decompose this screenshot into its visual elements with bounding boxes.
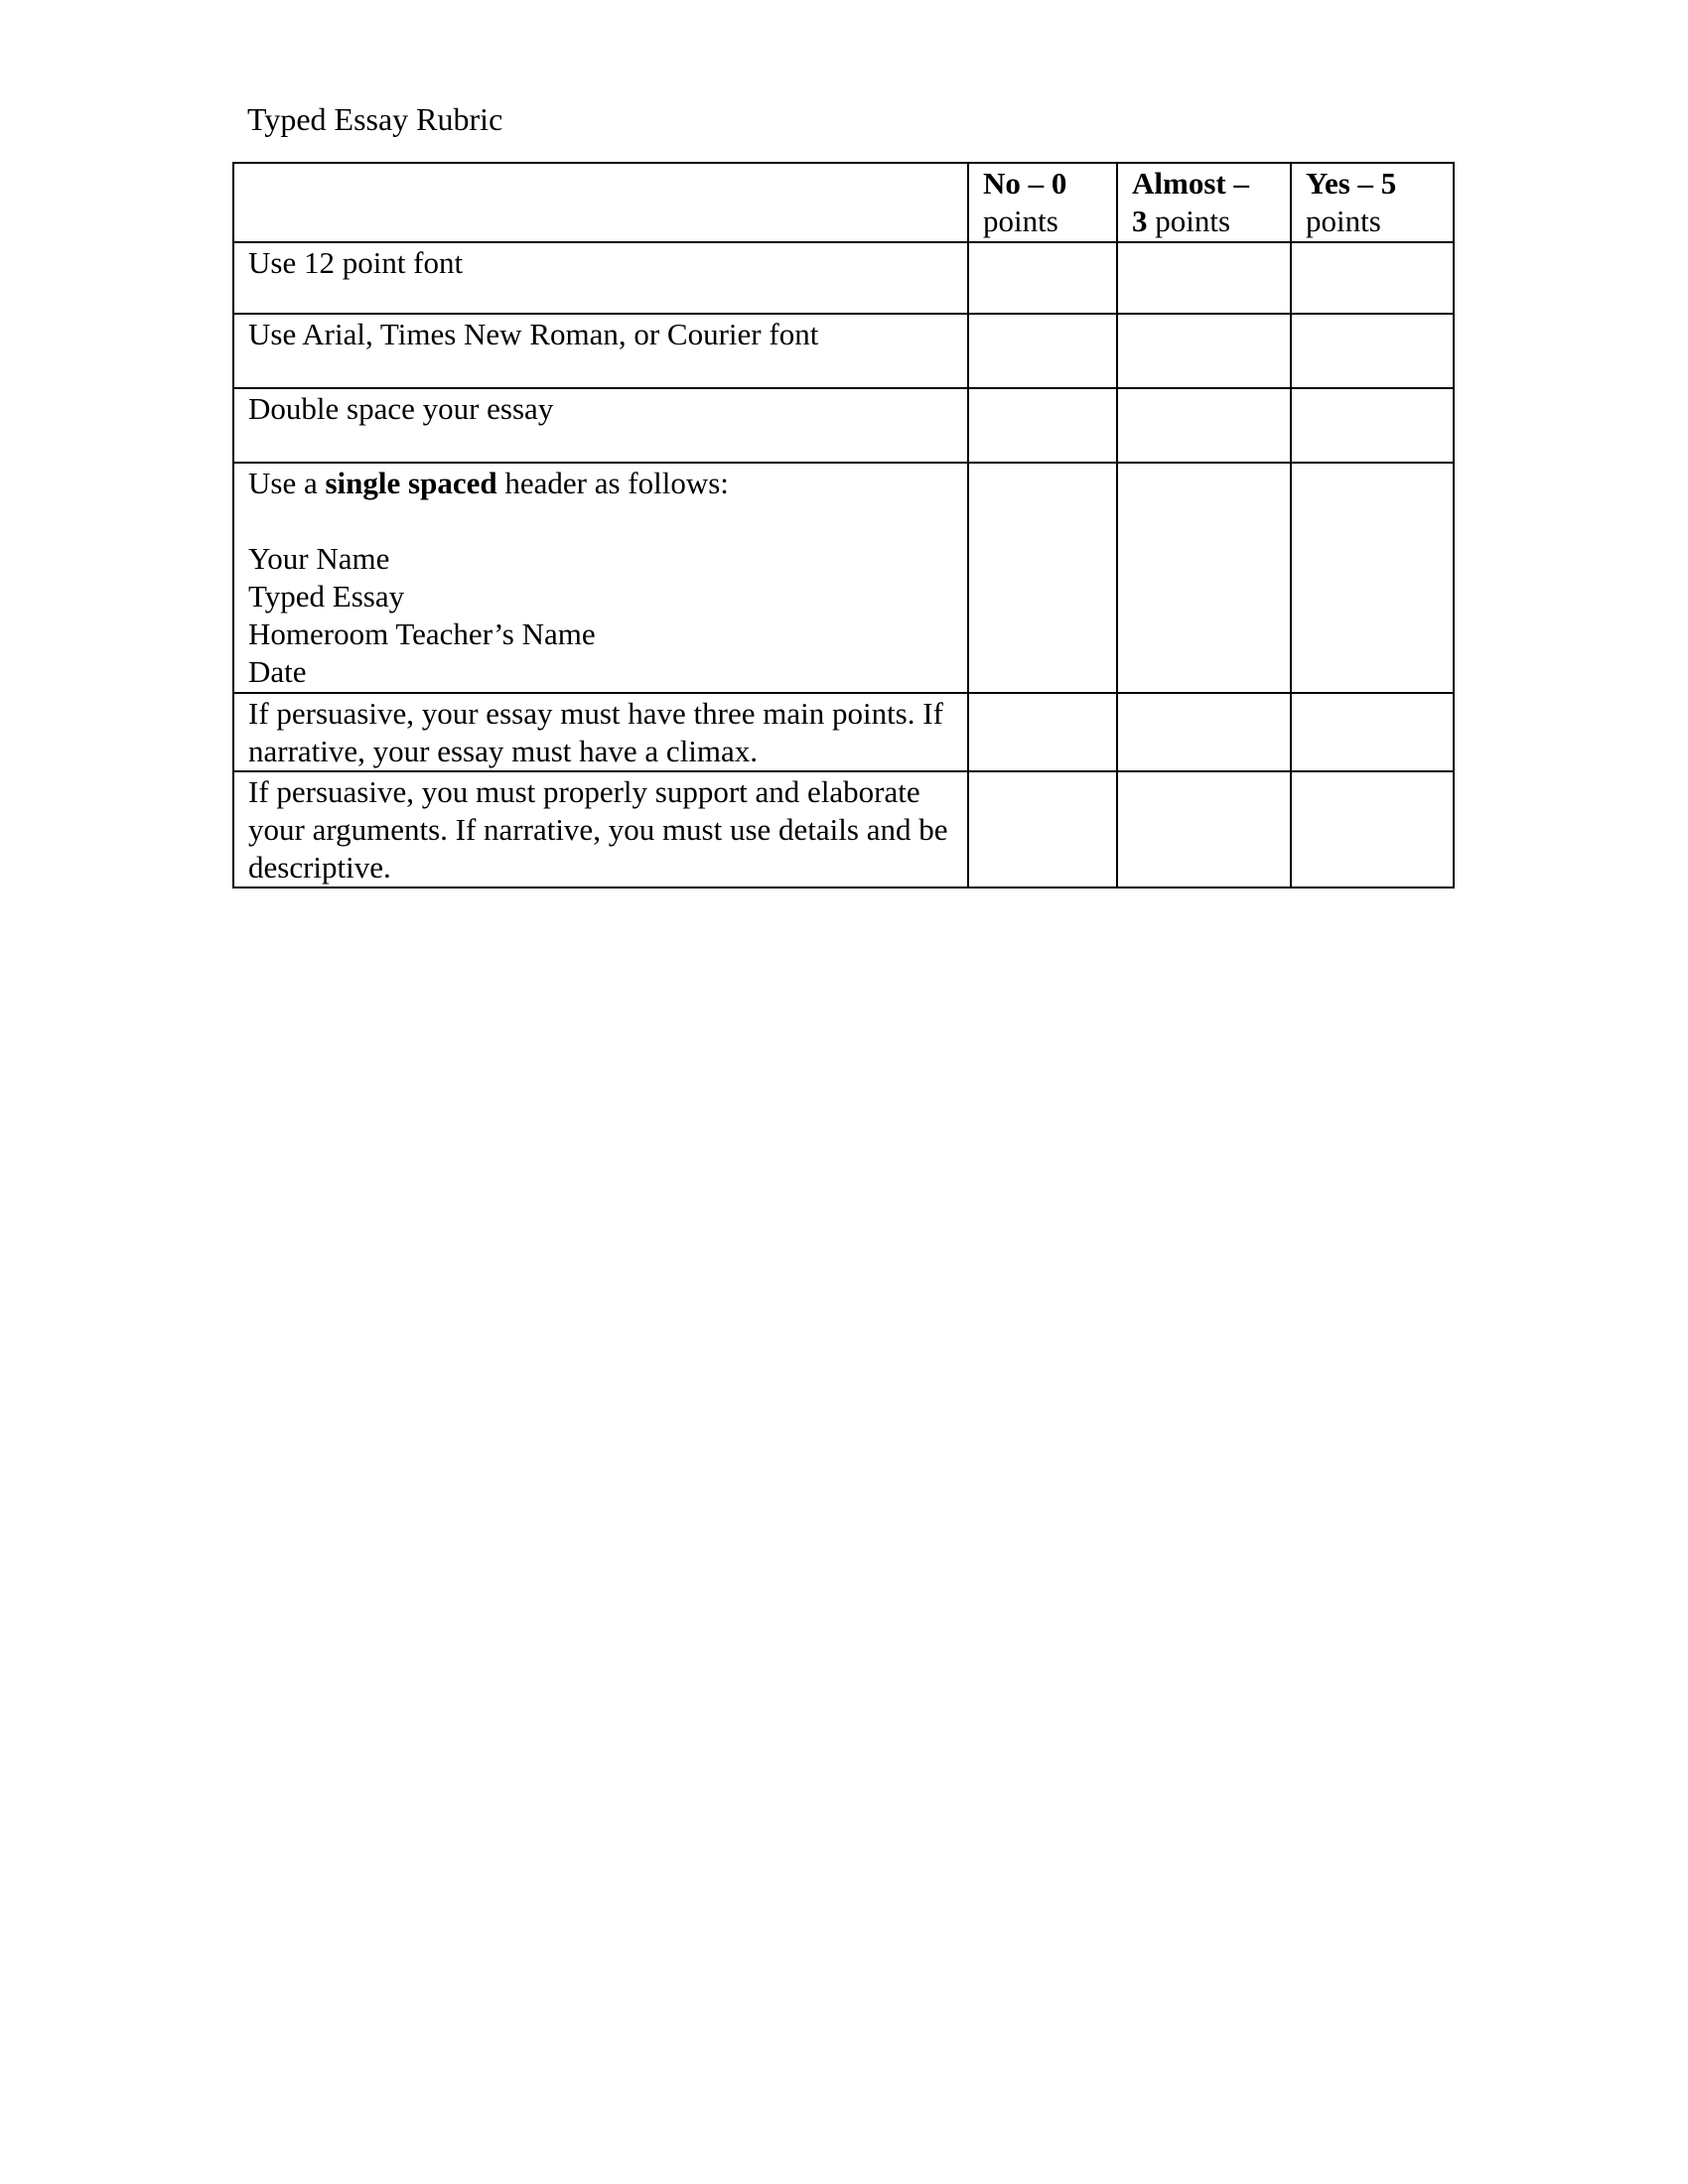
header-example-line: Homeroom Teacher’s Name xyxy=(248,616,596,651)
almost-header-label: Almost – xyxy=(1132,166,1249,201)
criterion-prefix: Use a xyxy=(248,466,326,500)
criterion-cell xyxy=(233,463,968,693)
score-no-cell xyxy=(968,693,1117,771)
rubric-row xyxy=(233,388,1454,463)
almost-header-points-line xyxy=(1132,203,1276,240)
yes-header-points: points xyxy=(1306,204,1381,238)
criterion-emphasis: single spaced xyxy=(325,466,497,500)
almost-header-points-word: points xyxy=(1147,204,1231,238)
yes-header-cell xyxy=(1291,163,1454,242)
no-header-points: points xyxy=(983,204,1058,238)
criterion-cell xyxy=(233,314,968,388)
rubric-row xyxy=(233,463,1454,693)
score-yes-cell xyxy=(1291,388,1454,463)
criterion-cell xyxy=(233,693,968,771)
rubric-row xyxy=(233,314,1454,388)
criterion-text: Double space your essay xyxy=(248,391,554,426)
criterion-cell xyxy=(233,388,968,463)
criterion-suffix: header as follows: xyxy=(496,466,729,500)
rubric-row xyxy=(233,771,1454,887)
header-example-line: Typed Essay xyxy=(248,579,405,614)
header-row xyxy=(233,163,1454,242)
almost-header-cell xyxy=(1117,163,1291,242)
criterion-cell xyxy=(233,771,968,887)
score-yes-cell xyxy=(1291,242,1454,314)
almost-header-points-value: 3 xyxy=(1132,204,1148,238)
score-almost-cell xyxy=(1117,242,1291,314)
score-no-cell xyxy=(968,242,1117,314)
criterion-text: Use 12 point font xyxy=(248,245,464,280)
criterion-text xyxy=(248,465,953,502)
criterion-text: Use Arial, Times New Roman, or Courier font xyxy=(248,317,819,351)
score-no-cell xyxy=(968,314,1117,388)
rubric-table xyxy=(232,162,1455,888)
header-example-line: Date xyxy=(248,654,307,689)
score-almost-cell xyxy=(1117,388,1291,463)
rubric-row xyxy=(233,242,1454,314)
score-yes-cell xyxy=(1291,314,1454,388)
score-yes-cell xyxy=(1291,771,1454,887)
spacer xyxy=(248,502,953,540)
score-almost-cell xyxy=(1117,463,1291,693)
yes-header-label: Yes – 5 xyxy=(1306,166,1397,201)
score-yes-cell xyxy=(1291,463,1454,693)
score-almost-cell xyxy=(1117,314,1291,388)
no-header-label: No – 0 xyxy=(983,166,1067,201)
score-almost-cell xyxy=(1117,693,1291,771)
criterion-text: If persuasive, you must properly support and elaborate your arguments. If narrative, you must use details and be descriptive. xyxy=(248,774,948,885)
header-example-line: Your Name xyxy=(248,541,390,576)
document-title: Typed Essay Rubric xyxy=(247,101,503,137)
criterion-text: If persuasive, your essay must have three main points. If narrative, your essay must have a climax. xyxy=(248,696,943,768)
score-almost-cell xyxy=(1117,771,1291,887)
no-header-cell xyxy=(968,163,1117,242)
criterion-cell xyxy=(233,242,968,314)
score-no-cell xyxy=(968,463,1117,693)
score-no-cell xyxy=(968,771,1117,887)
criteria-header-cell xyxy=(233,163,968,242)
rubric-row xyxy=(233,693,1454,771)
score-yes-cell xyxy=(1291,693,1454,771)
score-no-cell xyxy=(968,388,1117,463)
